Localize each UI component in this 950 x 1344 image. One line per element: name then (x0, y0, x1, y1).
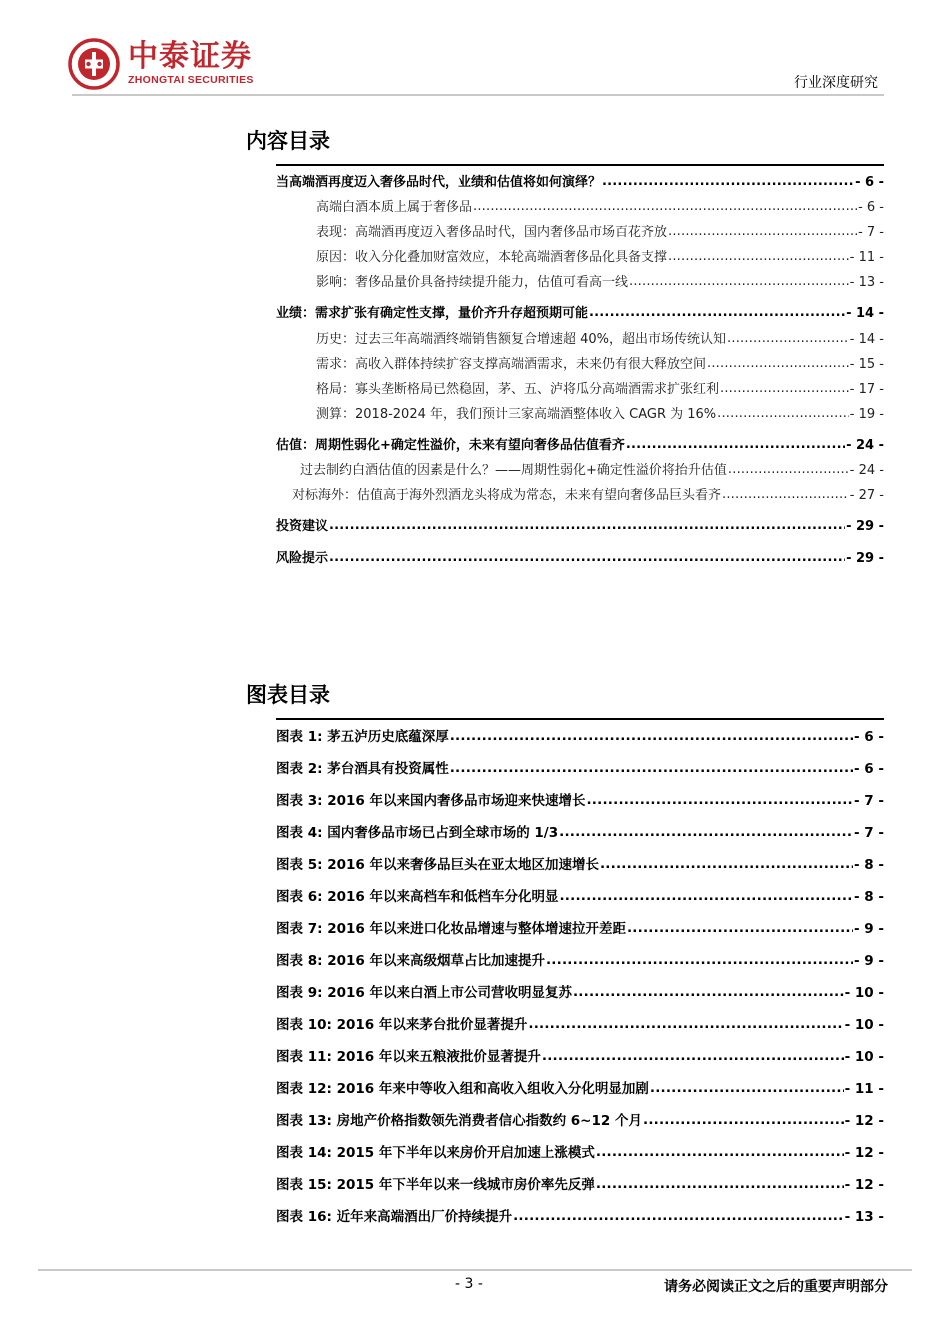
figure-entry-page: - 7 - (854, 825, 884, 841)
figure-entry-page: - 10 - (844, 985, 884, 1001)
figure-entry-label: 图表 5: 2016 年以来奢侈品巨头在亚太地区加速增长 (276, 857, 599, 873)
toc-entry-label: 历史：过去三年高端酒终端销售额复合增速超 40%，超出市场传统认知 (316, 332, 727, 347)
toc-entry-page: - 14 - (849, 332, 884, 347)
footer-disclaimer: 请务必阅读正文之后的重要声明部分 (664, 1279, 888, 1295)
header-divider (72, 94, 884, 96)
logo-chinese-name: 中泰证券 (128, 39, 252, 74)
figure-entry-page: - 7 - (854, 793, 884, 809)
page-number: - 3 - (455, 1276, 483, 1292)
toc-entry[interactable] (276, 435, 884, 455)
company-logo (68, 36, 254, 92)
toc-entry-label: 估值：周期性弱化+确定性溢价，未来有望向奢侈品估值看齐 (276, 438, 625, 453)
figure-entry-label: 图表 4: 国内奢侈品市场已占到全球市场的 1/3 (276, 825, 559, 841)
figure-entry-label: 图表 8: 2016 年以来高级烟草占比加速提升 (276, 953, 545, 969)
toc-entry[interactable] (300, 460, 884, 480)
figure-entry-label: 图表 16: 近年来高端酒出厂价持续提升 (276, 1209, 513, 1225)
footer-divider (38, 1269, 912, 1271)
figure-entry[interactable] (276, 758, 884, 778)
toc-entry-page: - 11 - (849, 250, 884, 265)
figures-title-rule (276, 718, 884, 720)
toc-entry[interactable] (276, 548, 884, 568)
figure-entry[interactable] (276, 790, 884, 810)
figure-entry-label: 图表 1: 茅五泸历史底蕴深厚 (276, 729, 449, 745)
figure-entry[interactable] (276, 1174, 884, 1194)
toc-entry-label: 需求：高收入群体持续扩容支撑高端酒需求，未来仍有很大释放空间 (316, 357, 707, 372)
toc-entry[interactable] (292, 485, 884, 505)
toc-entry-label: 原因：收入分化叠加财富效应，本轮高端酒奢侈品化具备支撑 (316, 250, 668, 265)
toc-entry-label: 高端白酒本质上属于奢侈品 (316, 200, 473, 215)
report-type: 行业深度研究 (794, 75, 878, 91)
toc-entry-page: - 14 - (846, 306, 884, 321)
figure-entry[interactable] (276, 982, 884, 1002)
figure-entry-label: 图表 14: 2015 年下半年以来房价开启加速上涨模式 (276, 1145, 595, 1161)
toc-entry-label: 测算：2018-2024 年，我们预计三家高端酒整体收入 CAGR 为 16% (316, 407, 717, 422)
toc-entry-page: - 17 - (849, 382, 884, 397)
toc-entry[interactable] (316, 354, 884, 374)
toc-entry-page: - 24 - (849, 463, 884, 478)
figure-entry-page: - 9 - (854, 953, 884, 969)
toc-entry[interactable] (316, 272, 884, 292)
toc-entry[interactable] (276, 172, 884, 192)
toc-entry-page: - 13 - (849, 275, 884, 290)
figure-entry-label: 图表 10: 2016 年以来茅台批价显著提升 (276, 1017, 528, 1033)
figure-entry[interactable] (276, 1206, 884, 1226)
figure-entry-label: 图表 7: 2016 年以来进口化妆品增速与整体增速拉开差距 (276, 921, 626, 937)
figure-entry[interactable] (276, 918, 884, 938)
toc-entry-label: 影响：奢侈品量价具备持续提升能力，估值可看高一线 (316, 275, 629, 290)
figure-entry-label: 图表 6: 2016 年以来高档车和低档车分化明显 (276, 889, 559, 905)
toc-entry[interactable] (276, 303, 884, 323)
figure-entry-label: 图表 15: 2015 年下半年以来一线城市房价率先反弹 (276, 1177, 595, 1193)
figure-entry-page: - 12 - (844, 1177, 884, 1193)
figure-entry[interactable] (276, 886, 884, 906)
toc-entry-label: 当高端酒再度迈入奢侈品时代，业绩和估值将如何演绎？ (276, 175, 602, 190)
figure-entry[interactable] (276, 1046, 884, 1066)
figure-entry[interactable] (276, 1014, 884, 1034)
figure-entry-label: 图表 2: 茅台酒具有投资属性 (276, 761, 449, 777)
figure-entry-label: 图表 12: 2016 年来中等收入组和高收入组收入分化明显加剧 (276, 1081, 649, 1097)
figure-entry[interactable] (276, 950, 884, 970)
toc-title: 内容目录 (246, 128, 330, 153)
figure-entry-page: - 8 - (854, 889, 884, 905)
figure-entry-page: - 10 - (844, 1017, 884, 1033)
figure-entry-page: - 9 - (854, 921, 884, 937)
figure-entry-page: - 6 - (854, 729, 884, 745)
figure-entry-page: - 6 - (854, 761, 884, 777)
figure-entry[interactable] (276, 1110, 884, 1130)
zhongtai-logo-icon (68, 38, 120, 90)
figure-entry-page: - 8 - (854, 857, 884, 873)
toc-entry-label: 格局：寡头垄断格局已然稳固，茅、五、泸将瓜分高端酒需求扩张红利 (316, 382, 720, 397)
toc-entry[interactable] (316, 404, 884, 424)
toc-entry-page: - 27 - (849, 488, 884, 503)
figure-entry-page: - 13 - (844, 1209, 884, 1225)
figure-entry-label: 图表 11: 2016 年以来五粮液批价显著提升 (276, 1049, 541, 1065)
figure-entry-label: 图表 9: 2016 年以来白酒上市公司营收明显复苏 (276, 985, 572, 1001)
toc-entry-page: - 24 - (846, 438, 884, 453)
figures-title: 图表目录 (246, 682, 330, 707)
figure-entry[interactable] (276, 822, 884, 842)
figure-entry[interactable] (276, 1078, 884, 1098)
toc-entry[interactable] (276, 516, 884, 536)
toc-entry[interactable] (316, 329, 884, 349)
toc-entry-label: 表现：高端酒再度迈入奢侈品时代，国内奢侈品市场百花齐放 (316, 225, 668, 240)
toc-entry[interactable] (316, 197, 884, 217)
toc-entry[interactable] (316, 247, 884, 267)
toc-entry-page: - 29 - (846, 551, 884, 566)
toc-entry-page: - 29 - (846, 519, 884, 534)
figure-entry[interactable] (276, 726, 884, 746)
figure-entry-label: 图表 13: 房地产价格指数领先消费者信心指数约 6~12 个月 (276, 1113, 642, 1129)
toc-entry[interactable] (316, 222, 884, 242)
figure-entry[interactable] (276, 1142, 884, 1162)
toc-entry-label: 投资建议 (276, 519, 329, 534)
logo-english-name: ZHONGTAI SECURITIES (128, 74, 254, 86)
figure-entry-page: - 12 - (844, 1145, 884, 1161)
figure-entry-page: - 11 - (844, 1081, 884, 1097)
toc-entry[interactable] (316, 379, 884, 399)
toc-entry-page: - 15 - (849, 357, 884, 372)
figure-entry-label: 图表 3: 2016 年以来国内奢侈品市场迎来快速增长 (276, 793, 586, 809)
toc-title-rule (276, 164, 884, 166)
toc-entry-page: - 6 - (858, 200, 884, 215)
toc-entry-page: - 19 - (849, 407, 884, 422)
figure-entry-page: - 12 - (844, 1113, 884, 1129)
toc-entry-label: 对标海外：估值高于海外烈酒龙头将成为常态，未来有望向奢侈品巨头看齐 (292, 488, 722, 503)
toc-entry-page: - 6 - (855, 175, 884, 190)
toc-entry-label: 业绩：需求扩张有确定性支撑，量价齐升存超预期可能 (276, 306, 589, 321)
figure-entry[interactable] (276, 854, 884, 874)
toc-entry-page: - 7 - (858, 225, 884, 240)
figure-entry-page: - 10 - (844, 1049, 884, 1065)
toc-entry-label: 风险提示 (276, 551, 329, 566)
toc-entry-label: 过去制约白酒估值的因素是什么？——周期性弱化+确定性溢价将抬升估值 (300, 463, 727, 478)
